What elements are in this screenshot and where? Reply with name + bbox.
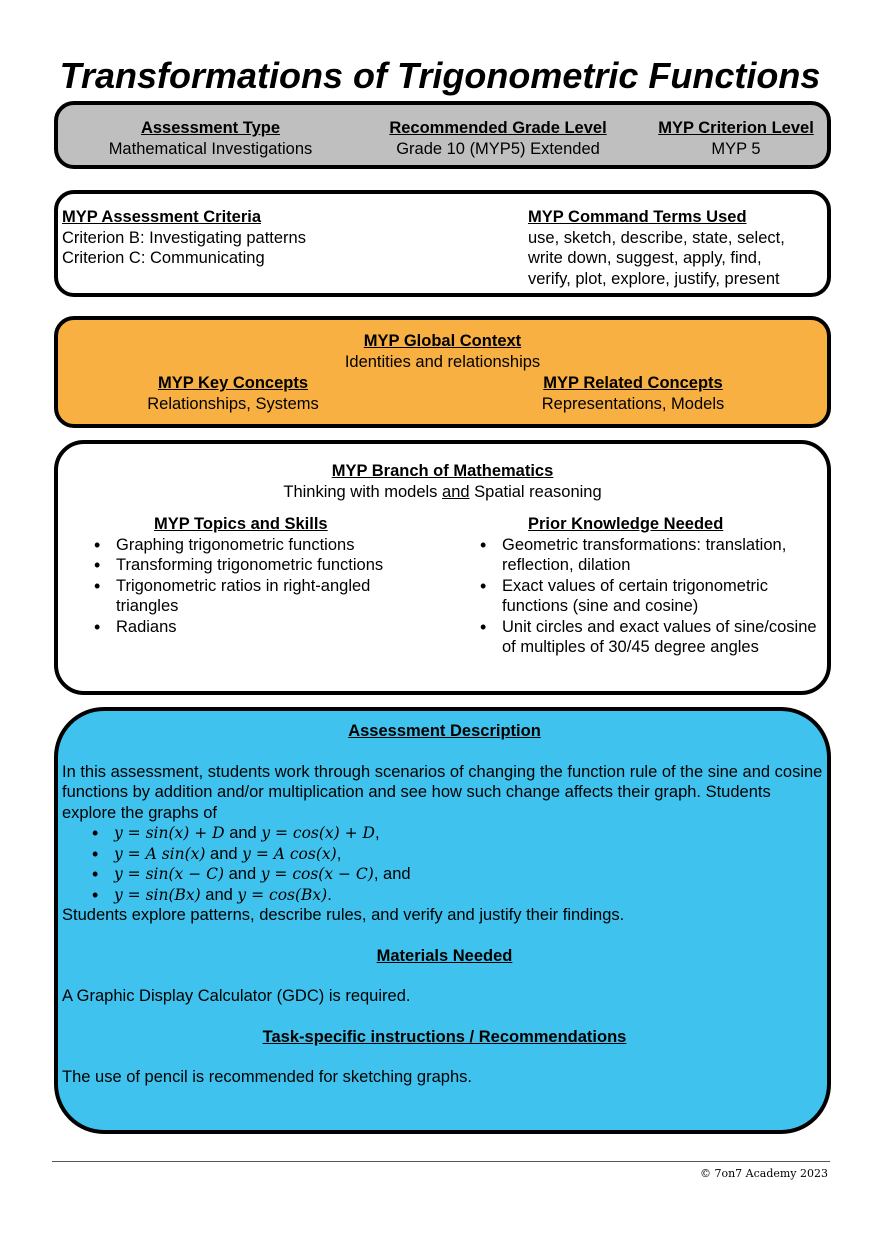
text: Thinking with models	[283, 482, 443, 501]
list-item: • Exact values of certain trigonometric functions (sine and cosine)	[450, 576, 825, 617]
text: Spatial reasoning	[469, 482, 602, 501]
grade-level	[373, 118, 623, 159]
prior-knowledge	[450, 514, 825, 658]
global-context: Identities and relationships	[344, 352, 541, 371]
branch-heading: MYP Branch of Mathematics	[331, 462, 554, 480]
label: Assessment Type	[140, 119, 281, 137]
formula: y = sin(x − C)	[114, 865, 225, 883]
description-box	[54, 707, 831, 1134]
description-outro: Students explore patterns, describe rules, and verify and justify their findings.	[62, 906, 625, 924]
context-box	[54, 316, 831, 428]
text: ,	[336, 844, 342, 863]
formula-item	[62, 823, 827, 844]
criterion-item: Criterion B: Investigating patterns	[62, 228, 306, 247]
text: and	[205, 844, 243, 863]
value: Relationships, Systems	[147, 394, 319, 413]
description-intro: In this assessment, students work through scenarios of changing the function rule of the sine and cosine functions by addition and/or multiplication and see how such change affects their graph. Students explore the graphs of	[62, 762, 823, 822]
criteria-box	[54, 190, 831, 297]
command-line: write down, suggest, apply, find,	[528, 249, 762, 267]
value: Grade 10 (MYP5) Extended	[396, 139, 600, 158]
text: ,	[374, 824, 380, 842]
branch-value	[58, 482, 827, 503]
list-item: • Graphing trigonometric functions	[64, 535, 424, 556]
list-item: • Unit circles and exact values of sine/cosine of multiples of 30/45 degree angles	[450, 617, 825, 658]
topics-heading: MYP Topics and Skills	[154, 515, 328, 533]
assessment-type	[98, 118, 323, 159]
key-concepts	[118, 373, 348, 414]
text: and	[224, 824, 262, 842]
command-heading: MYP Command Terms Used	[528, 208, 747, 226]
instructions-heading: Task-specific instructions / Recommendations	[262, 1027, 627, 1046]
text: .	[327, 885, 332, 904]
topics	[64, 514, 424, 637]
formula: y = cos(Bx)	[237, 885, 328, 904]
text: and	[200, 885, 238, 904]
copyright: © 7on7 Academy 2023	[699, 1167, 828, 1180]
global-context-heading: MYP Global Context	[363, 332, 522, 350]
prior-heading: Prior Knowledge Needed	[528, 515, 724, 533]
formula-item	[62, 864, 827, 885]
list-item: • Transforming trigonometric functions	[64, 555, 424, 576]
formula: y = cos(x − C)	[260, 865, 374, 883]
command-line: use, sketch, describe, state, select,	[528, 228, 785, 247]
page-title: Transformations of Trigonometric Functions	[59, 55, 821, 96]
text: and	[224, 865, 261, 883]
value: Mathematical Investigations	[108, 139, 313, 158]
instructions: The use of pencil is recommended for sketching graphs.	[62, 1068, 472, 1086]
branch-box	[54, 440, 831, 695]
formula: y = A cos(x)	[242, 844, 337, 863]
formula: y = cos(x) + D	[261, 824, 375, 842]
text: , and	[373, 865, 411, 883]
command-line: verify, plot, explore, justify, present	[528, 269, 780, 288]
formula: y = A sin(x)	[114, 844, 206, 863]
formula: y = sin(x) + D	[114, 824, 225, 842]
list-item: • Trigonometric ratios in right-angled triangles	[64, 576, 424, 617]
formula-item	[62, 844, 827, 865]
materials: A Graphic Display Calculator (GDC) is required.	[62, 987, 411, 1005]
materials-heading: Materials Needed	[376, 946, 513, 965]
label: MYP Related Concepts	[543, 374, 723, 392]
footer-divider	[52, 1161, 830, 1162]
text: and	[442, 482, 470, 501]
list-item: • Radians	[64, 617, 424, 638]
formula: y = sin(Bx)	[114, 885, 201, 904]
label: Recommended Grade Level	[389, 119, 607, 137]
criteria-heading: MYP Assessment Criteria	[62, 208, 262, 226]
value: Representations, Models	[541, 394, 725, 413]
criterion-item: Criterion C: Communicating	[62, 249, 265, 267]
assessment-info-box	[54, 101, 831, 169]
value: MYP 5	[711, 139, 761, 158]
label: MYP Key Concepts	[157, 374, 309, 392]
command-terms	[528, 207, 785, 289]
label: MYP Criterion Level	[658, 119, 814, 137]
criterion-level	[646, 118, 826, 159]
related-concepts	[518, 373, 748, 414]
description-heading: Assessment Description	[348, 722, 541, 740]
formula-item	[62, 885, 827, 906]
formula-list	[62, 823, 827, 905]
list-item: • Geometric transformations: translation, reflection, dilation	[450, 535, 825, 576]
